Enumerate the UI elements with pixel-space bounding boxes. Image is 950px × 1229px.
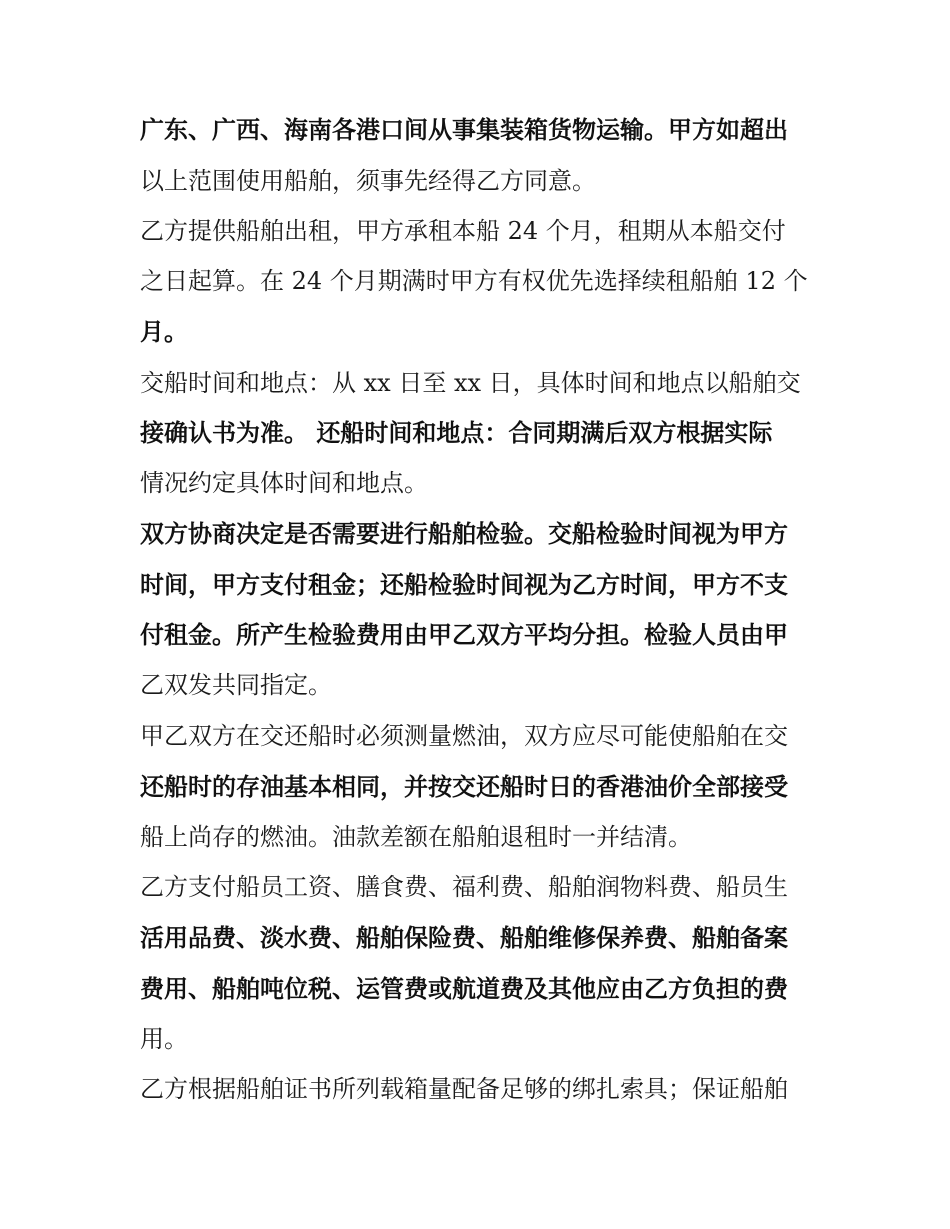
text-line: 还船时的存油基本相同，并按交还船时日的香港油价全部接受 bbox=[140, 773, 788, 801]
text-line: 接确认书为准。 还船时间和地点：合同期满后双方根据实际 bbox=[140, 419, 773, 447]
text-line: 时间，甲方支付租金；还船检验时间视为乙方时间，甲方不支 bbox=[140, 571, 788, 599]
text-line: 甲乙双方在交还船时必须测量燃油，双方应尽可能使船舶在交 bbox=[140, 722, 788, 750]
text-line: 乙方支付船员工资、膳食费、福利费、船舶润物料费、船员生 bbox=[140, 873, 788, 901]
text-line: 月。 bbox=[140, 318, 188, 346]
text-line: 乙双发共同指定。 bbox=[140, 671, 332, 699]
text-line: 广东、广西、海南各港口间从事集装箱货物运输。甲方如超出 bbox=[140, 116, 788, 144]
text-line: 双方协商决定是否需要进行船舶检验。交船检验时间视为甲方 bbox=[140, 520, 788, 548]
text-line: 之日起算。在 24 个月期满时甲方有权优先选择续租船舶 12 个 bbox=[140, 267, 808, 295]
text-line: 以上范围使用船舶，须事先经得乙方同意。 bbox=[140, 167, 596, 195]
text-line: 情况约定具体时间和地点。 bbox=[140, 469, 428, 497]
text-line: 船上尚存的燃油。油款差额在船舶退租时一并结清。 bbox=[140, 823, 692, 851]
text-line: 用。 bbox=[140, 1025, 188, 1053]
text-line: 付租金。所产生检验费用由甲乙双方平均分担。检验人员由甲 bbox=[140, 621, 788, 649]
text-line: 费用、船舶吨位税、运管费或航道费及其他应由乙方负担的费 bbox=[140, 975, 788, 1003]
text-line: 交船时间和地点：从 xx 日至 xx 日，具体时间和地点以船舶交 bbox=[140, 369, 801, 397]
text-line: 活用品费、淡水费、船舶保险费、船舶维修保养费、船舶备案 bbox=[140, 924, 788, 952]
text-line: 乙方根据船舶证书所列载箱量配备足够的绑扎索具；保证船舶 bbox=[140, 1075, 788, 1103]
text-line: 乙方提供船舶出租，甲方承租本船 24 个月，租期从本船交付 bbox=[140, 217, 786, 245]
